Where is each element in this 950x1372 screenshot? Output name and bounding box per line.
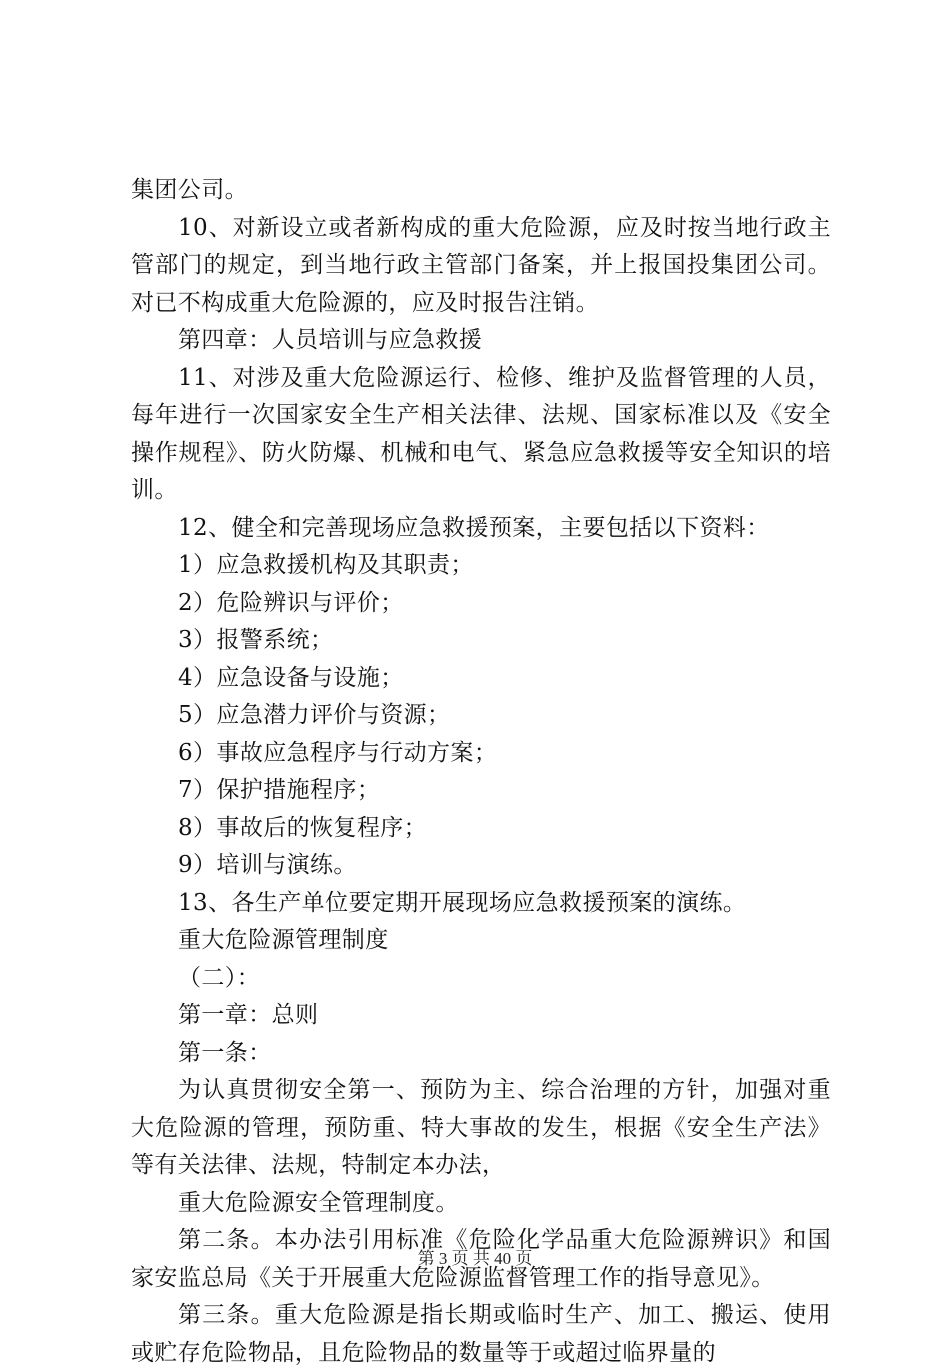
paragraph: 8）事故后的恢复程序； (178, 814, 428, 841)
paragraph: 第四章：人员培训与应急救援 (178, 327, 483, 353)
paragraph: 4）应急设备与设施； (178, 664, 404, 691)
paragraph: 11、对涉及重大危险源运行、检修、维护及监督管理的人员，每年进行一次国家安全生产相关法律、法规、国家标准以及《安全操作规程》、防火防爆、机械和电气、紧急应急救援等安全知识的培训。 (131, 364, 831, 503)
paragraph: 7）保护措施程序； (178, 777, 381, 803)
paragraph: 重大危险源安全管理制度。 (178, 1189, 459, 1216)
page-footer: 第 3 页 共 40 页 (417, 1249, 533, 1268)
paragraph: 13、各生产单位要定期开展现场应急救援预案的演练。 (178, 889, 747, 916)
paragraph: 2）危险辨识与评价； (178, 589, 404, 616)
paragraph: 第三条。重大危险源是指长期或临时生产、加工、搬运、使用或贮存危险物品，且危险物品的数量等于或超过临界量的 (131, 1302, 831, 1366)
paragraph: 3）报警系统； (178, 627, 334, 653)
paragraph: （二）： (178, 964, 261, 991)
paragraph: 6）事故应急程序与行动方案； (178, 739, 498, 766)
paragraph: 5）应急潜力评价与资源； (178, 702, 451, 728)
paragraph: 集团公司。 (131, 177, 248, 203)
paragraph: 10、对新设立或者新构成的重大危险源，应及时按当地行政主管部门的规定，到当地行政主管部门备案，并上报国投集团公司。对已不构成重大危险源的，应及时报告注销。 (131, 214, 831, 316)
paragraph: 第一条： (178, 1039, 272, 1066)
paragraph: 1）应急救援机构及其职责； (178, 552, 474, 578)
paragraph: 为认真贯彻安全第一、预防为主、综合治理的方针，加强对重大危险源的管理，预防重、特大事故的发生，根据《安全生产法》等有关法律、法规，特制定本办法， (131, 1077, 831, 1178)
paragraph: 12、健全和完善现场应急救援预案，主要包括以下资料： (178, 514, 770, 541)
paragraph: 第一章：总则 (178, 1002, 319, 1028)
paragraph: 9）培训与演练。 (178, 852, 357, 878)
paragraph: 重大危险源管理制度 (178, 927, 389, 953)
document-body (131, 172, 831, 1372)
paragraph: 第二条。本办法引用标准《危险化学品重大危险源辨识》和国家安监总局《关于开展重大危险源监督管理工作的指导意见》。 (131, 1227, 831, 1291)
